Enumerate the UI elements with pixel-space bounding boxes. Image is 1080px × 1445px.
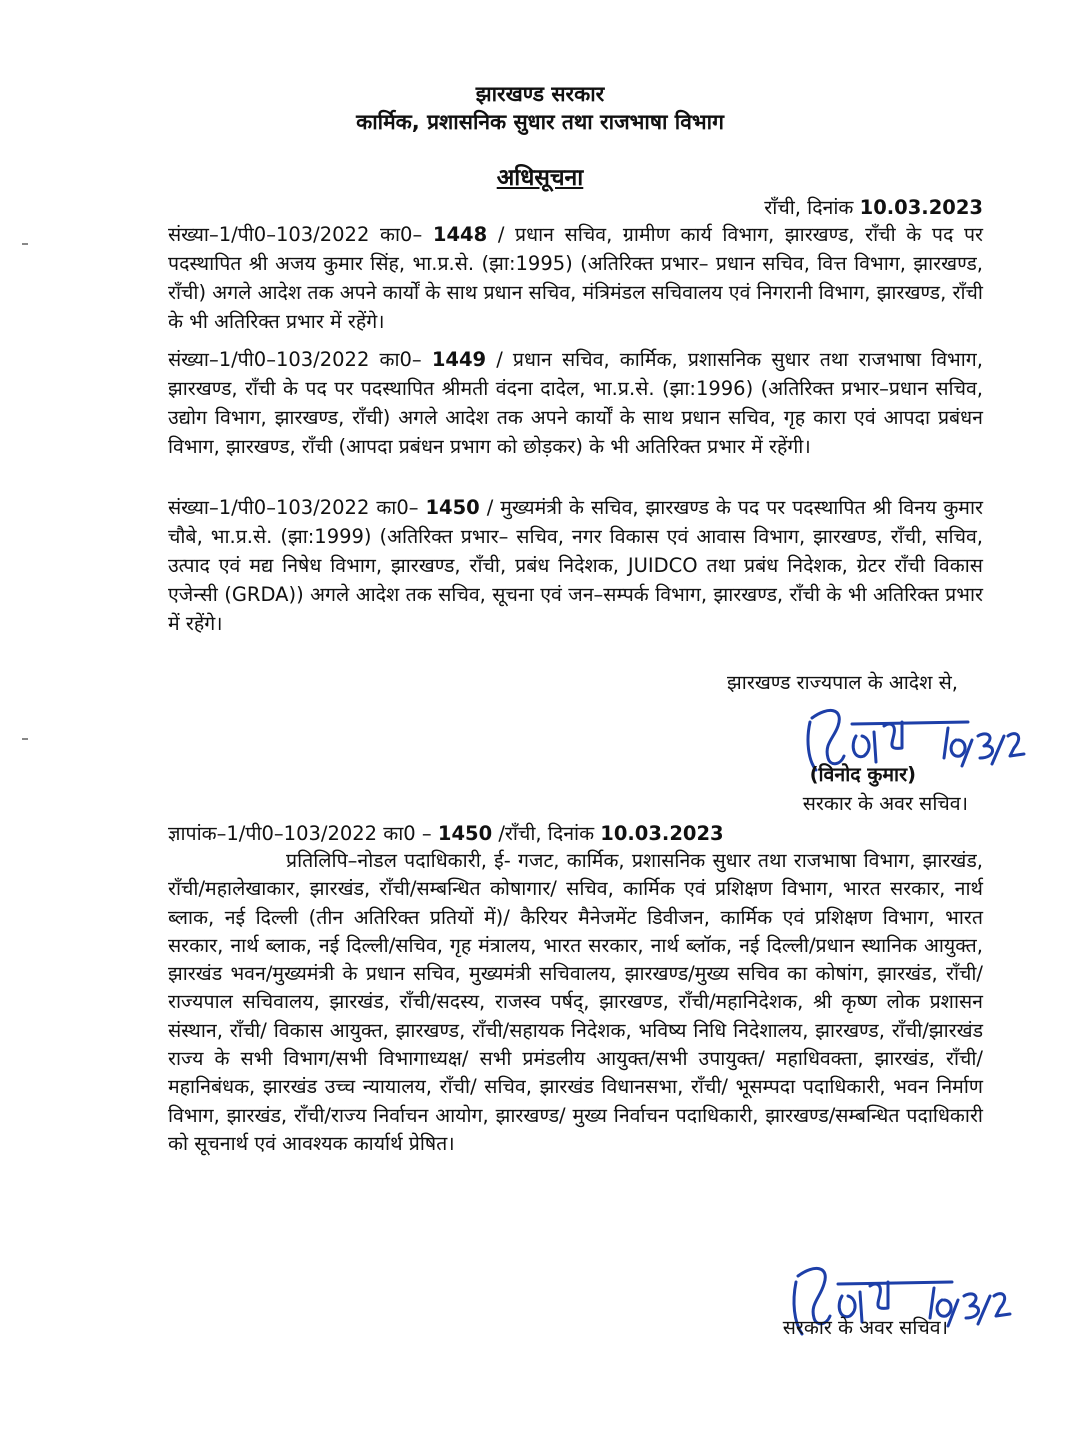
memo-body: [168, 847, 983, 1158]
place-date-label: राँची, दिनांक: [764, 196, 854, 219]
department-heading: कार्मिक, प्रशासनिक सुधार तथा राजभाषा विभाग: [356, 110, 724, 134]
order-text: / मुख्यमंत्री के सचिव, झारखण्ड के पद पर पदस्थापित श्री विनय कुमार चौबे, भा.प्र.से. (झा:1999) (अतिरिक्त प्रभार– सचिव, नगर विकास एवं आवास विभाग, झारखण्ड, राँची, सचिव, उत्पाद एवं मद्य निषेध विभाग, झारखण्ड, राँची, प्रबंध निदेशक, JUIDCO तथा प्रबंध निदेशक, ग्रेटर राँची विकास एजेन्सी (GRDA)) अगले आदेश तक सचिव, सूचना एवं जन–सम्पर्क विभाग, झारखण्ड, राँची के भी अतिरिक्त प्रभार में रहेंगे।: [168, 496, 983, 635]
memo-body-text: प्रतिलिपि–नोडल पदाधिकारी, ई- गजट, कार्मिक, प्रशासनिक सुधार तथा राजभाषा विभाग, झारखंड, राँची/महालेखाकार, झारखंड, राँची/सम्बन्धित कोषागार/ सचिव, कार्मिक एवं प्रशिक्षण विभाग, भारत सरकार, नार्थ ब्लाक, नई दिल्ली (तीन अतिरिक्त प्रतियों में)/ कैरियर मैनेजमेंट डिवीजन, कार्मिक एवं प्रशिक्षण विभाग, भारत सरकार, नार्थ ब्लाक, नई दिल्ली/सचिव, गृह मंत्रालय, भारत सरकार, नार्थ ब्लॉक, नई दिल्ली/प्रधान स्थानिक आयुक्त, झारखंड भवन/मुख्यमंत्री के प्रधान सचिव, मुख्यमंत्री सचिवालय, झारखण्ड/मुख्य सचिव का कोषांग, झारखंड, राँची/राज्यपाल सचिवालय, झारखंड, राँची/सदस्य, राजस्व पर्षद्, झारखण्ड, राँची/महानिदेशक, श्री कृष्ण लोक प्रशासन संस्थान, राँची/ विकास आयुक्त, झारखण्ड, राँची/सहायक निदेशक, भविष्य निधि निदेशालय, झारखण्ड, राँची/झारखंड राज्य के सभी विभाग/सभी विभागाध्यक्ष/ सभी प्रमंडलीय आयुक्त/सभी उपायुक्त/ महाधिवक्ता, झारखंड, राँची/महानिबंधक, झारखंड उच्च न्यायालय, राँची/ सचिव, झारखंड विधानसभा, राँची/ भूसम्पदा पदाधिकारी, भवन निर्माण विभाग, झारखंड, राँची/राज्य निर्वाचन आयोग, झारखण्ड/ मुख्य निर्वाचन पदाधिकारी, झारखण्ड/सम्बन्धित पदाधिकारी को सूचनार्थ एवं आवश्यक कार्यार्थ प्रेषित।: [168, 849, 983, 1155]
signatory-designation: सरकार के अवर सचिव।: [802, 792, 968, 815]
order-text: / प्रधान सचिव, कार्मिक, प्रशासनिक सुधार तथा राजभाषा विभाग, झारखण्ड, राँची के पद पर पदस्थापित श्रीमती वंदना दादेल, भा.प्र.से. (झा:1996) (अतिरिक्त प्रभार–प्रधान सचिव, उद्योग विभाग, झारखण्ड, राँची) अगले आदेश तक अपने कार्यों के साथ प्रधान सचिव, गृह कारा एवं आपदा प्रबंधन विभाग, झारखण्ड, राँची (आपदा प्रबंधन प्रभाग को छोड़कर) के भी अतिरिक्त प्रभार में रहेंगी।: [168, 348, 983, 458]
document-title: अधिसूचना: [496, 165, 584, 191]
scan-mark: [22, 243, 28, 245]
order-paragraph: [168, 220, 983, 336]
place-date: [764, 193, 983, 220]
signatory-designation-2: सरकार के अवर सचिव।: [782, 1316, 948, 1339]
governor-order-line: झारखण्ड राज्यपाल के आदेश से,: [727, 671, 958, 694]
memo-reference: [168, 819, 724, 846]
memo-ref-prefix: ज्ञापांक–1/पी0–103/2022 का0 –: [168, 822, 432, 845]
order-ref-number: 1448: [432, 223, 488, 246]
signatory-name: (विनोद कुमार): [809, 763, 916, 786]
order-ref-prefix: संख्या–1/पी0–103/2022 का0–: [168, 348, 422, 371]
memo-ref-number: 1450: [437, 822, 493, 845]
govt-heading: झारखण्ड सरकार: [475, 82, 605, 106]
order-ref-number: 1449: [431, 348, 487, 371]
place-date-value: 10.03.2023: [859, 196, 983, 219]
scan-mark: [22, 738, 28, 740]
order-paragraph: [168, 345, 983, 461]
order-text: / प्रधान सचिव, ग्रामीण कार्य विभाग, झारखण्ड, राँची के पद पर पदस्थापित श्री अजय कुमार सिंह, भा.प्र.से. (झा:1995) (अतिरिक्त प्रभार– प्रधान सचिव, वित्त विभाग, झारखण्ड, राँची) अगले आदेश तक अपने कार्यों के साथ प्रधान सचिव, मंत्रिमंडल सचिवालय एवं निगरानी विभाग, झारखण्ड, राँची के भी अतिरिक्त प्रभार में रहेंगे।: [168, 223, 984, 333]
memo-place: /राँची, दिनांक: [498, 822, 595, 845]
order-paragraph: [168, 493, 983, 638]
order-ref-prefix: संख्या–1/पी0–103/2022 का0–: [168, 496, 419, 519]
order-ref-prefix: संख्या–1/पी0–103/2022 का0–: [168, 223, 423, 246]
order-ref-number: 1450: [425, 496, 480, 519]
memo-date: 10.03.2023: [600, 822, 724, 845]
